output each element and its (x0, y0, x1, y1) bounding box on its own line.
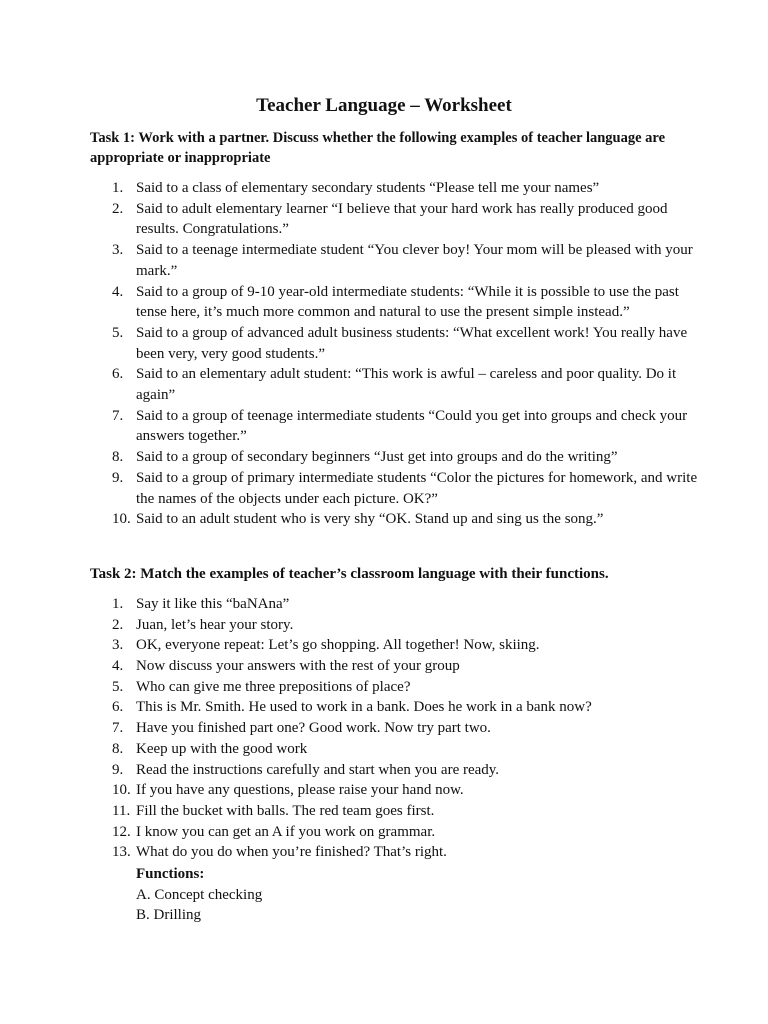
list-item-number: 7. (112, 720, 124, 737)
list-item-number: 10. (112, 782, 131, 799)
list-item-text: Said to a group of advanced adult business students: “What excellent work! You really have been very, very good students.” (136, 324, 688, 362)
list-item-text: Said to a group of teenage intermediate students “Could you get into groups and check your answers together.” (136, 407, 688, 445)
task2-item (0, 801, 768, 822)
list-item-number: 1. (112, 596, 124, 612)
list-item-text: Keep up with the good work (136, 740, 308, 757)
task2-item (0, 594, 768, 615)
list-item-number: 1. (112, 180, 124, 196)
task2-item (0, 697, 768, 718)
list-item-text: Said to an elementary adult student: “This work is awful – careless and poor quality. Do it again” (136, 366, 677, 404)
list-item-number: 4. (112, 658, 124, 675)
list-item-number: 12. (112, 823, 131, 840)
list-item-text: Fill the bucket with balls. The red team goes first. (136, 802, 435, 819)
list-item-text: Have you finished part one? Good work. Now try part two. (136, 720, 491, 737)
list-item-text: What do you do when you’re finished? That’s right. (136, 844, 447, 861)
task2-item (0, 656, 768, 677)
page-title: Teacher Language – Worksheet (256, 95, 512, 116)
functions-list (136, 885, 262, 926)
list-item-number: 4. (112, 283, 124, 300)
task1-heading: Task 1: Work with a partner. Discuss whether the following examples of teacher language are appropriate or inappropriate (90, 130, 666, 166)
task2-item (0, 739, 768, 760)
list-item-text: Who can give me three prepositions of place? (136, 678, 411, 695)
task1-item (0, 323, 768, 364)
list-item-text: I know you can get an A if you work on grammar. (136, 823, 436, 840)
list-item-number: 10. (112, 511, 131, 528)
task2-item (0, 677, 768, 698)
list-item-text: Said to adult elementary learner “I believe that your hard work has really produced good results. Congratulations.” (136, 200, 668, 238)
list-item-number: 2. (112, 200, 124, 217)
list-item-number: 11. (112, 802, 131, 819)
task1-item (0, 199, 768, 240)
task1-item (0, 178, 768, 199)
list-item-text: Say it like this “baNAna” (136, 596, 290, 612)
list-item-number: 9. (112, 469, 124, 486)
list-item-number: 2. (112, 616, 124, 633)
task1-item (0, 406, 768, 447)
list-item-text: Said to an adult student who is very shy “OK. Stand up and sing us the song.” (136, 511, 604, 528)
task2-item (0, 842, 768, 863)
list-item-text: This is Mr. Smith. He used to work in a bank. Does he work in a bank now? (136, 699, 592, 716)
list-item-text: If you have any questions, please raise your hand now. (136, 782, 464, 799)
list-item-text: Now discuss your answers with the rest of your group (136, 658, 460, 675)
task1-item (0, 509, 768, 530)
functions-block (136, 864, 262, 926)
list-item-text: OK, everyone repeat: Let’s go shopping. All together! Now, skiing. (136, 637, 540, 654)
list-item-text: Said to a group of 9-10 year-old intermediate students: “While it is possible to use the past tense here, it’s much more common and natural to use the present simple instead.” (136, 283, 679, 321)
list-item-number: 9. (112, 761, 124, 778)
list-item-number: 5. (112, 678, 124, 695)
list-item-text: Said to a teenage intermediate student “You clever boy! Your mom will be pleased with your mark.” (136, 242, 693, 279)
task2-list (0, 594, 768, 863)
task2-item (0, 760, 768, 781)
task2-heading: Task 2: Match the examples of teacher’s classroom language with their functions. (90, 566, 609, 582)
function-item: B. Drilling (136, 907, 202, 924)
list-item-number: 13. (112, 844, 131, 861)
list-item-text: Juan, let’s hear your story. (136, 616, 294, 633)
list-item-number: 3. (112, 637, 124, 654)
task2-item (0, 615, 768, 636)
list-item-number: 3. (112, 242, 124, 259)
list-item-number: 5. (112, 324, 124, 341)
list-item-text: Read the instructions carefully and start when you are ready. (136, 761, 500, 778)
list-item-text: Said to a group of secondary beginners “Just get into groups and do the writing” (136, 449, 618, 466)
task1-item (0, 282, 768, 323)
task1-list (0, 178, 768, 530)
list-item-number: 8. (112, 449, 124, 466)
list-item-number: 8. (112, 740, 124, 757)
task2-item (0, 635, 768, 656)
list-item-number: 6. (112, 699, 124, 716)
task1-item (0, 447, 768, 468)
task2-item (0, 718, 768, 739)
task2-item (0, 822, 768, 843)
list-item-number: 7. (112, 407, 124, 424)
list-item-number: 6. (112, 366, 124, 383)
task1-item (0, 364, 768, 405)
functions-heading: Functions: (136, 866, 205, 882)
list-item-text: Said to a class of elementary secondary students “Please tell me your names” (136, 180, 600, 196)
function-item: A. Concept checking (136, 886, 263, 903)
list-item-text: Said to a group of primary intermediate students “Color the pictures for homework, and write the names of the objects under each picture. OK?” (136, 469, 698, 507)
task2-item (0, 780, 768, 801)
task1-item (0, 468, 768, 509)
task1-item (0, 240, 768, 281)
